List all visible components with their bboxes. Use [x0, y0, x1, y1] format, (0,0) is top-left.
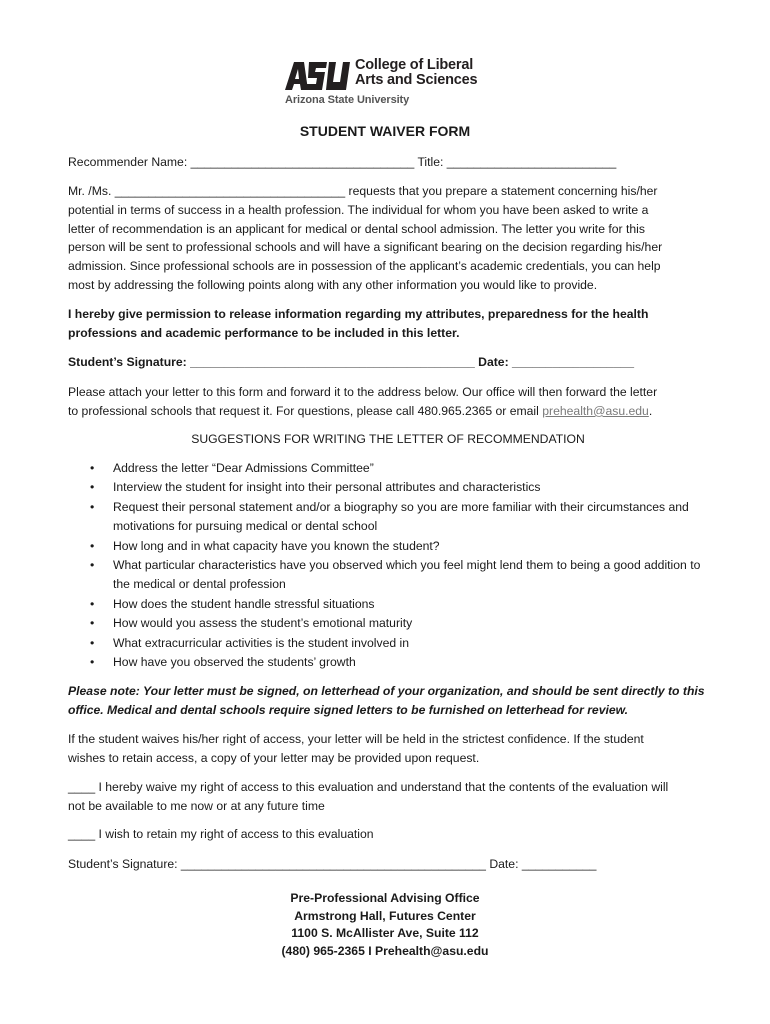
note-line: office. Medical and dental schools require signed letters to be furnished on letterhead for review.	[68, 702, 629, 717]
bullet-icon: •	[90, 558, 95, 573]
bullet-icon: •	[90, 596, 95, 611]
suggestion-text: How would you assess the student’s emotional maturity	[113, 616, 413, 631]
suggestion-text: How does the student handle stressful situations	[113, 596, 375, 611]
note-line: Please note: Your letter must be signed, on letterhead of your organization, and should be sent directly to this	[68, 684, 705, 698]
intro-line: admission. Since professional schools are in possession of the applicant’s academic credentials, you can help	[68, 259, 661, 274]
bullet-icon: •	[90, 635, 95, 650]
intro-paragraph	[68, 182, 708, 295]
asu-logo	[285, 58, 495, 108]
intro-line: potential in terms of success in a health profession. The individual for whom you have been asked to write a	[68, 202, 649, 217]
list-item	[68, 498, 708, 537]
waive-line: not be available to me now or at any future time	[68, 798, 325, 813]
university-name: Arizona State University	[285, 94, 410, 106]
suggestions-heading: SUGGESTIONS FOR WRITING THE LETTER OF RECOMMENDATION	[191, 432, 585, 446]
office-address	[0, 890, 770, 960]
suggestion-text: Address the letter “Dear Admissions Committee”	[113, 461, 374, 475]
permission-line: professions and academic performance to be included in this letter.	[68, 325, 460, 340]
list-item	[68, 595, 708, 614]
list-item	[68, 653, 708, 672]
asu-logo-mark	[285, 60, 351, 90]
retain-option: ____ I wish to retain my right of access to this evaluation	[68, 827, 374, 841]
office-name: Pre-Professional Advising Office	[290, 891, 480, 905]
suggestion-text: How have you observed the students’ growth	[113, 655, 356, 670]
bullet-icon: •	[90, 616, 95, 631]
student-signature-line-2: Student’s Signature: _____________________________________________ Date: ___________	[68, 857, 597, 871]
suggestion-text: What extracurricular activities is the student involved in	[113, 635, 410, 650]
list-item	[68, 634, 708, 653]
list-item	[68, 537, 708, 556]
suggestion-text: Request their personal statement and/or a biography so you are more familiar with their circumstances and motivations for pursuing medical or dental school	[113, 499, 689, 534]
intro-line: person will be sent to professional schools and will have a significant bearing on the decision regarding his/her	[68, 240, 663, 255]
college-name	[355, 58, 477, 88]
form-title: STUDENT WAIVER FORM	[299, 123, 471, 139]
bullet-icon: •	[90, 461, 95, 475]
suggestions-list	[68, 459, 708, 672]
college-name-line2: Arts and Sciences	[355, 72, 478, 88]
attach-line: Please attach your letter to this form and forward it to the address below. Our office will then forward the letter	[68, 385, 658, 399]
bullet-icon: •	[90, 480, 95, 495]
list-item	[68, 556, 708, 595]
email-link[interactable]: prehealth@asu.edu	[542, 403, 649, 418]
suggestion-text: How long and in what capacity have you known the student?	[113, 538, 440, 553]
recommender-line: Recommender Name: _________________________________ Title: _________________________	[68, 155, 617, 169]
intro-line: letter of recommendation is an applicant for medical or dental school admission. The letter you write for this	[68, 221, 645, 236]
confidentiality-line: wishes to retain access, a copy of your letter may be provided upon request.	[68, 750, 480, 765]
attach-line-prefix: to professional schools that request it. For questions, please call 480.965.2365 or email	[68, 403, 543, 418]
office-street: 1100 S. McAllister Ave, Suite 112	[291, 926, 479, 940]
waive-line: ____ I hereby waive my right of access to this evaluation and understand that the contents of the evaluation will	[68, 780, 669, 794]
attach-line-2	[68, 402, 708, 421]
list-item	[68, 459, 708, 478]
student-signature-line-1: Student’s Signature: __________________________________________ Date: __________________	[68, 355, 635, 369]
permission-line: I hereby give permission to release information regarding my attributes, preparedness for the health	[68, 307, 649, 321]
waive-option	[68, 778, 708, 816]
list-item	[68, 478, 708, 497]
please-note	[68, 682, 708, 720]
intro-line: Mr. /Ms. __________________________________ requests that you prepare a statement concerning his/her	[68, 184, 658, 198]
confidentiality-paragraph	[68, 730, 708, 768]
attach-instructions	[68, 383, 708, 421]
permission-statement	[68, 305, 708, 343]
bullet-icon: •	[90, 538, 95, 553]
office-contact: (480) 965-2365 I Prehealth@asu.edu	[281, 943, 489, 958]
bullet-icon: •	[90, 655, 95, 670]
attach-line-suffix: .	[648, 403, 653, 418]
college-name-line1: College of Liberal	[355, 57, 474, 73]
office-building: Armstrong Hall, Futures Center	[294, 908, 476, 923]
confidentiality-line: If the student waives his/her right of access, your letter will be held in the strictest confidence. If the student	[68, 732, 644, 746]
suggestion-text: Interview the student for insight into their personal attributes and characteristics	[113, 480, 541, 495]
intro-line: most by addressing the following points along with any other information you would like to provide.	[68, 277, 598, 292]
suggestion-text: What particular characteristics have you observed which you feel might lend them to being a good addition to the medical or dental profession	[113, 558, 701, 592]
list-item	[68, 614, 708, 633]
bullet-icon: •	[90, 499, 95, 514]
